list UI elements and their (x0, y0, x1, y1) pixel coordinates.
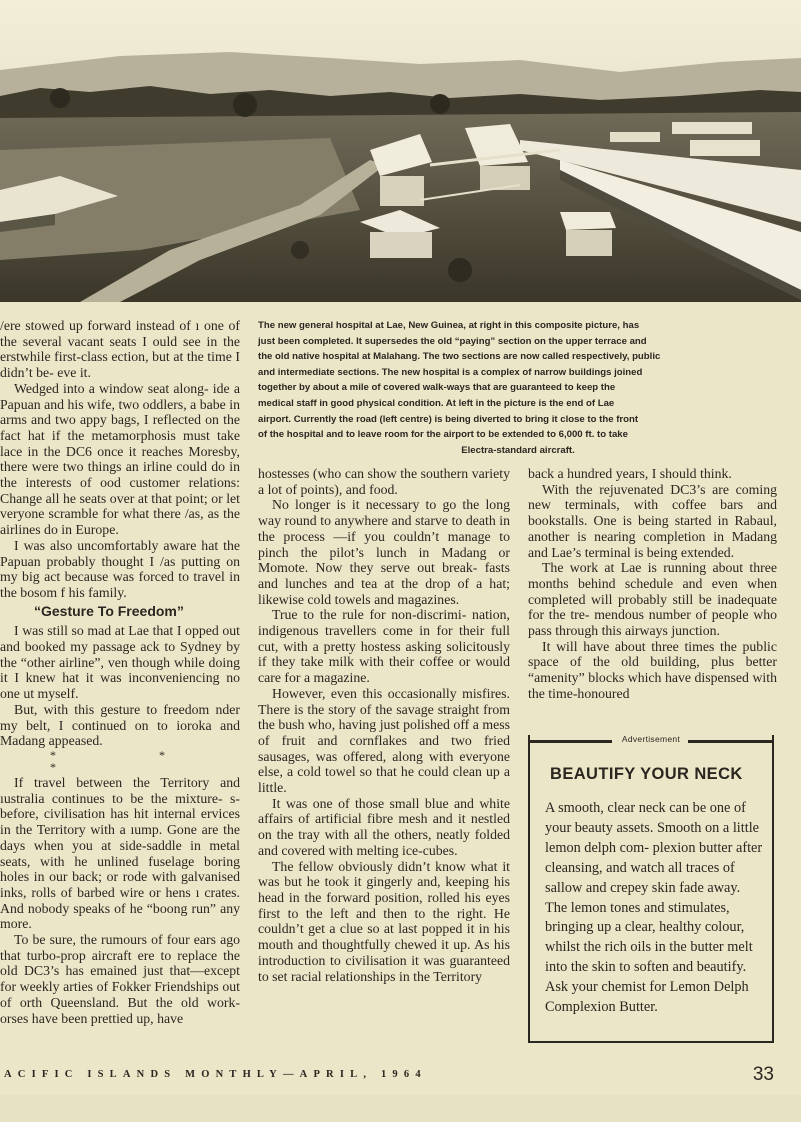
paragraph: However, even this occasionally misfires. There is the story of the savage straight from the bush who, having just polished off a mess of fruit and cornflakes and two fried sausages, was offered, along with everyone else, a cold towel so that he could clean up a little. (258, 685, 510, 796)
photo-caption (258, 318, 778, 458)
caption-line: and intermediate sections. The new hospital is a complex of narrow buildings joined (258, 366, 643, 378)
paragraph: Wedged into a window seat along- ide a Papuan and his wife, two oddlers, a babe in arms and two appy bags, I reflected on the fact hat if the metamorphosis must take lace in the DC6 once it reaches Moresby, there were two things an irline could do in the interests of ood customer relations: Change all he seats over at that point; or let veryone scramble for what there /as, as the airlines do in Europe. (0, 380, 240, 538)
paragraph: I was still so mad at Lae that I opped out and booked my passage ack to Sydney by the “other airline”, ven though while doing it I knew hat it was inconveniencing no one ut myself. (0, 623, 240, 702)
magazine-footer-text: ACIFIC ISLANDS MONTHLY—APRIL, 1964 (4, 1069, 427, 1080)
subheading: “Gesture To Freedom” (34, 602, 184, 619)
article-column-1 (0, 318, 240, 1026)
advertisement-box (528, 735, 774, 1043)
paragraph: The work at Lae is running about three months behind schedule and even when completed will probably still be inadequate for the tre- mendous number of people who pass through this airways junction. (528, 560, 777, 639)
caption-line: medical staff in good physical condition. At left in the picture is the end of Lae (258, 397, 615, 409)
ad-title: BEAUTIFY YOUR NECK (550, 765, 743, 783)
caption-line: just been completed. It supersedes the old “paying” section on the upper terrace and (258, 335, 647, 347)
paragraph: /ere stowed up forward instead of ı one of the several vacant seats I ould see in the erstwhile first-class ection, but at the time I didn’t be- eve it. (0, 318, 240, 381)
paragraph: To be sure, the rumours of four ears ago that turbo-prop aircraft ere to replace the old DC3’s has emained just that—except for weekly arties of Fokker Friendships out of orth Queensland. But the old work- orses have been prettied up, have (0, 932, 240, 1026)
caption-last-line: Electra-standard aircraft. (461, 444, 575, 456)
caption-line: the old native hospital at Malahang. The two sections are now called respectively, public (258, 351, 661, 363)
section-break: * * * (50, 747, 215, 774)
paragraph: If travel between the Territory and ıustralia continues to be the mixture- s-before, civilisation has hit internal ervices in the Territory with a ıump. Gone are the days when you at side-saddle in metal seats, with he unlined fuselage boring holes in our back; or rode with galvanised inks, rolls of barbed wire or hens ı crates. And nobody speaks of he “boong run” any more. (0, 774, 240, 932)
ad-body: A smooth, clear neck can be one of your beauty assets. Smooth on a little lemon delph com- plexion butter after cleansing, and watch all traces of sallow and crepey skin fade away. The lemon tones and stimulates, bringing up a clear, healthy colour, whilst the rich oils in the butter melt into the skin to soften and beautify. Ask your chemist for Lemon Delph Complexion Butter. (545, 800, 763, 1016)
ad-label: Advertisement (621, 734, 681, 744)
paragraph: No longer is it necessary to go the long way round to anywhere and starve to death in the process —if you couldn’t manage to pinch the pilot’s lunch in Madang or Momote. Now they serve out break- fasts and lunches and tea at the drop of a hat; likewise cold towels and magazines. (258, 497, 510, 607)
page-footer (4, 1064, 774, 1088)
page-bottom-margin (0, 1095, 801, 1122)
caption-line: of the hospital and to leave room for the airport to be extended to 6,000 ft. to take (258, 429, 628, 441)
paragraph: It was one of those small blue and white affairs of artificial fibre mesh and it nestled on the tray with all the others, neatly folded and covered with melting ice-cubes. (258, 795, 510, 858)
paragraph: I was also uncomfortably aware hat the Papuan probably thought I /as putting on my big act because was forced to travel in the bosom f his family. (0, 537, 240, 600)
paragraph: hostesses (who can show the southern variety a lot of points), and food. (258, 466, 510, 497)
paragraph: back a hundred years, I should think. (528, 466, 732, 481)
paragraph: But, with this gesture to freedom nder my belt, I continued on to ioroka and Madang appeased. (0, 701, 240, 749)
paragraph: True to the rule for non-discrimi- nation, indigenous travellers come in for their full cut, with a pretty hostess asking solicitously if they take milk with their coffee or would care for a magazine. (258, 607, 510, 686)
paragraph: It will have about three times the public space of the old building, plus better “amenity” blocks which have dispensed with the time-honoured (528, 638, 777, 701)
article-column-2 (258, 466, 510, 984)
caption-line: together by about a mile of covered walk-ways that are guaranteed to keep the (258, 382, 616, 394)
hospital-photo (0, 0, 801, 302)
page-number: 33 (752, 1064, 774, 1085)
article-column-3 (528, 466, 777, 702)
paragraph: The fellow obviously didn’t know what it was but he took it gingerly and, keeping his head in the forward position, rolled his eyes first to the left and then to the right. He couldn’t get a clue so at last popped it in his mouth and thoughtfully chewed it up. As his introduction to civilisation it was guaranteed to set racial relationships in the Territory (258, 858, 510, 984)
paragraph: With the rejuvenated DC3’s are coming new terminals, with coffee bars and bookstalls. One is being started in Rabaul, another is nearing completion in Madang and Lae’s terminal is being extended. (528, 481, 777, 560)
caption-line: airport. Currently the road (left centre) is being diverted to bring it close to the front (258, 413, 639, 425)
caption-line: The new general hospital at Lae, New Guinea, at right in this composite picture, has (258, 320, 640, 331)
